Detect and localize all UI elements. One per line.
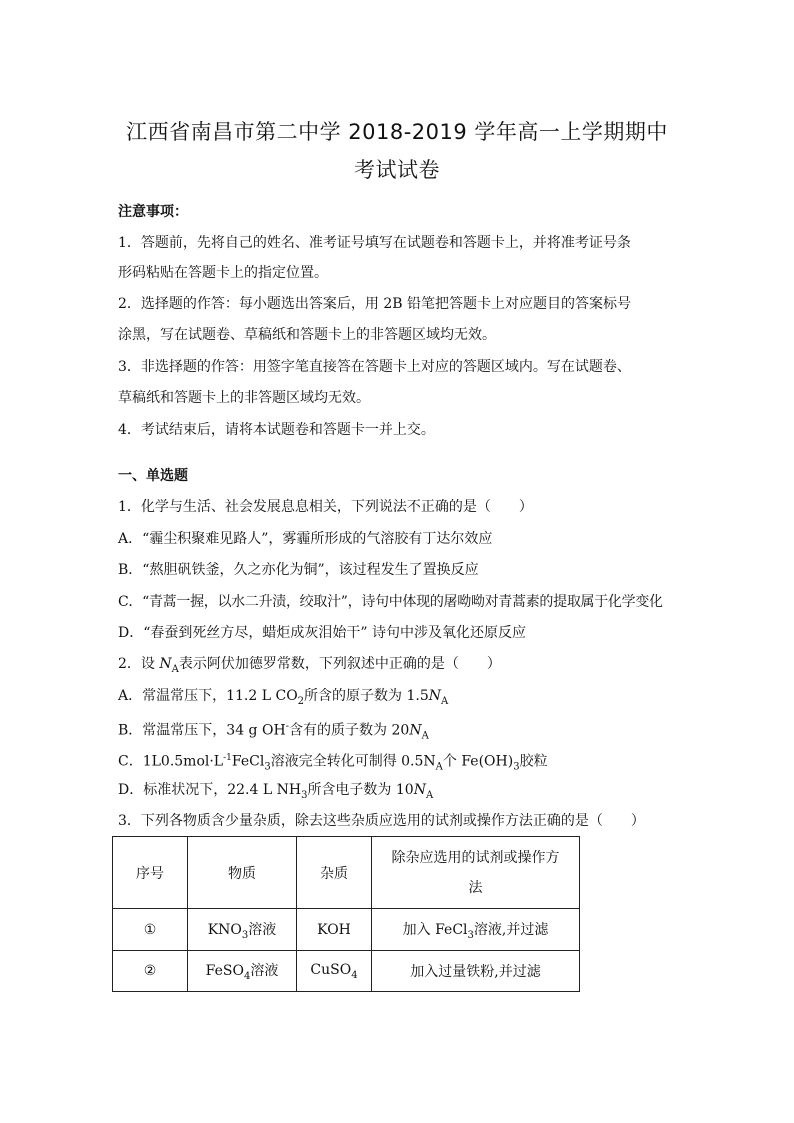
- cell-impurity: CuSO$_4$: [297, 951, 372, 992]
- notes-heading: 注意事项：: [118, 204, 188, 220]
- cell-impurity: KOH: [297, 909, 372, 951]
- note-line: 3．非选择题的作答：用签字笔直接答在答题卡上对应的答题区域内。写在试题卷、: [118, 359, 631, 375]
- table-header-row: [113, 837, 580, 909]
- cell-substance: $KNO_3$溶液: [188, 909, 297, 951]
- option-b: B．常温常压下，34 g OH-含有的质子数为 $20N_A$: [118, 721, 429, 742]
- note-line: 2．选择题的作答：每小题选出答案后，用 2B 铅笔把答题卡上对应题目的答案标号: [118, 296, 632, 312]
- section-heading: 一、单选题: [118, 468, 188, 484]
- table-row: [113, 951, 580, 992]
- note-line: 涂黑，写在试题卷、草稿纸和答题卡上的非答题区域均无效。: [118, 327, 496, 343]
- cell-method: 加入过量铁粉,并过滤: [372, 951, 580, 992]
- table-row: [113, 909, 580, 951]
- header-cell-no: 序号: [113, 837, 188, 909]
- cell-no: ①: [113, 909, 188, 951]
- note-line: 1．答题前，先将自己的姓名、准考证号填写在试题卷和答题卡上，并将准考证号条: [118, 235, 631, 251]
- cell-no: ②: [113, 951, 188, 992]
- question-stem: 1．化学与生活、社会发展息息相关，下列说法不正确的是（ ）: [118, 499, 533, 515]
- option-a: A．常温常压下，11.2 L $CO_2$所含的原子数为 $1.5N_A$: [118, 688, 449, 707]
- header-cell-method: 除杂应选用的试剂或操作方 法: [372, 837, 580, 909]
- option-a: A．“霾尘积聚难见路人”，雾霾所形成的气溶胶有丁达尔效应: [118, 531, 493, 547]
- question-stem: 2．设 $N_A$表示阿伏加德罗常数，下列叙述中正确的是（ ）: [118, 656, 501, 675]
- note-line: 4．考试结束后，请将本试题卷和答题卡一并上交。: [118, 422, 435, 438]
- cell-method: 加入 FeCl$_3$溶液,并过滤: [372, 909, 580, 951]
- option-c: C．$1L0.5mol\cdot L^{-1}FeCl_3$溶液完全转化可制得 $0.5N_A$个 $Fe(OH)_3$胶粒: [118, 753, 548, 773]
- option-d: D．标准状况下，22.4 L $NH_3$所含电子数为 $10N_A$: [118, 782, 434, 801]
- option-b: B．“熬胆矾铁釜，久之亦化为铜”，该过程发生了置换反应: [118, 562, 479, 578]
- note-line: 草稿纸和答题卡上的非答题区域均无效。: [118, 390, 370, 406]
- impurity-table: [112, 836, 580, 992]
- title-line-1: 江西省南昌市第二中学 2018-2019 学年高一上学期期中: [126, 120, 668, 144]
- question-3-stem: 3．下列各物质含少量杂质，除去这些杂质应选用的试剂或操作方法正确的是（ ）: [118, 813, 645, 829]
- option-d: D．“春蚕到死丝方尽，蜡炬成灰泪始干” 诗句中涉及氧化还原反应: [118, 625, 526, 641]
- note-line: 形码粘贴在答题卡上的指定位置。: [118, 265, 328, 281]
- title-line-2: 考试试卷: [354, 158, 440, 182]
- header-cell-substance: 物质: [188, 837, 297, 909]
- header-cell-impurity: 杂质: [297, 837, 372, 909]
- cell-substance: FeSO$_4$溶液: [188, 951, 297, 992]
- option-c: C．“青蒿一握，以水二升渍，绞取汁”，诗句中体现的屠呦呦对青蒿素的提取属于化学变化: [118, 594, 663, 610]
